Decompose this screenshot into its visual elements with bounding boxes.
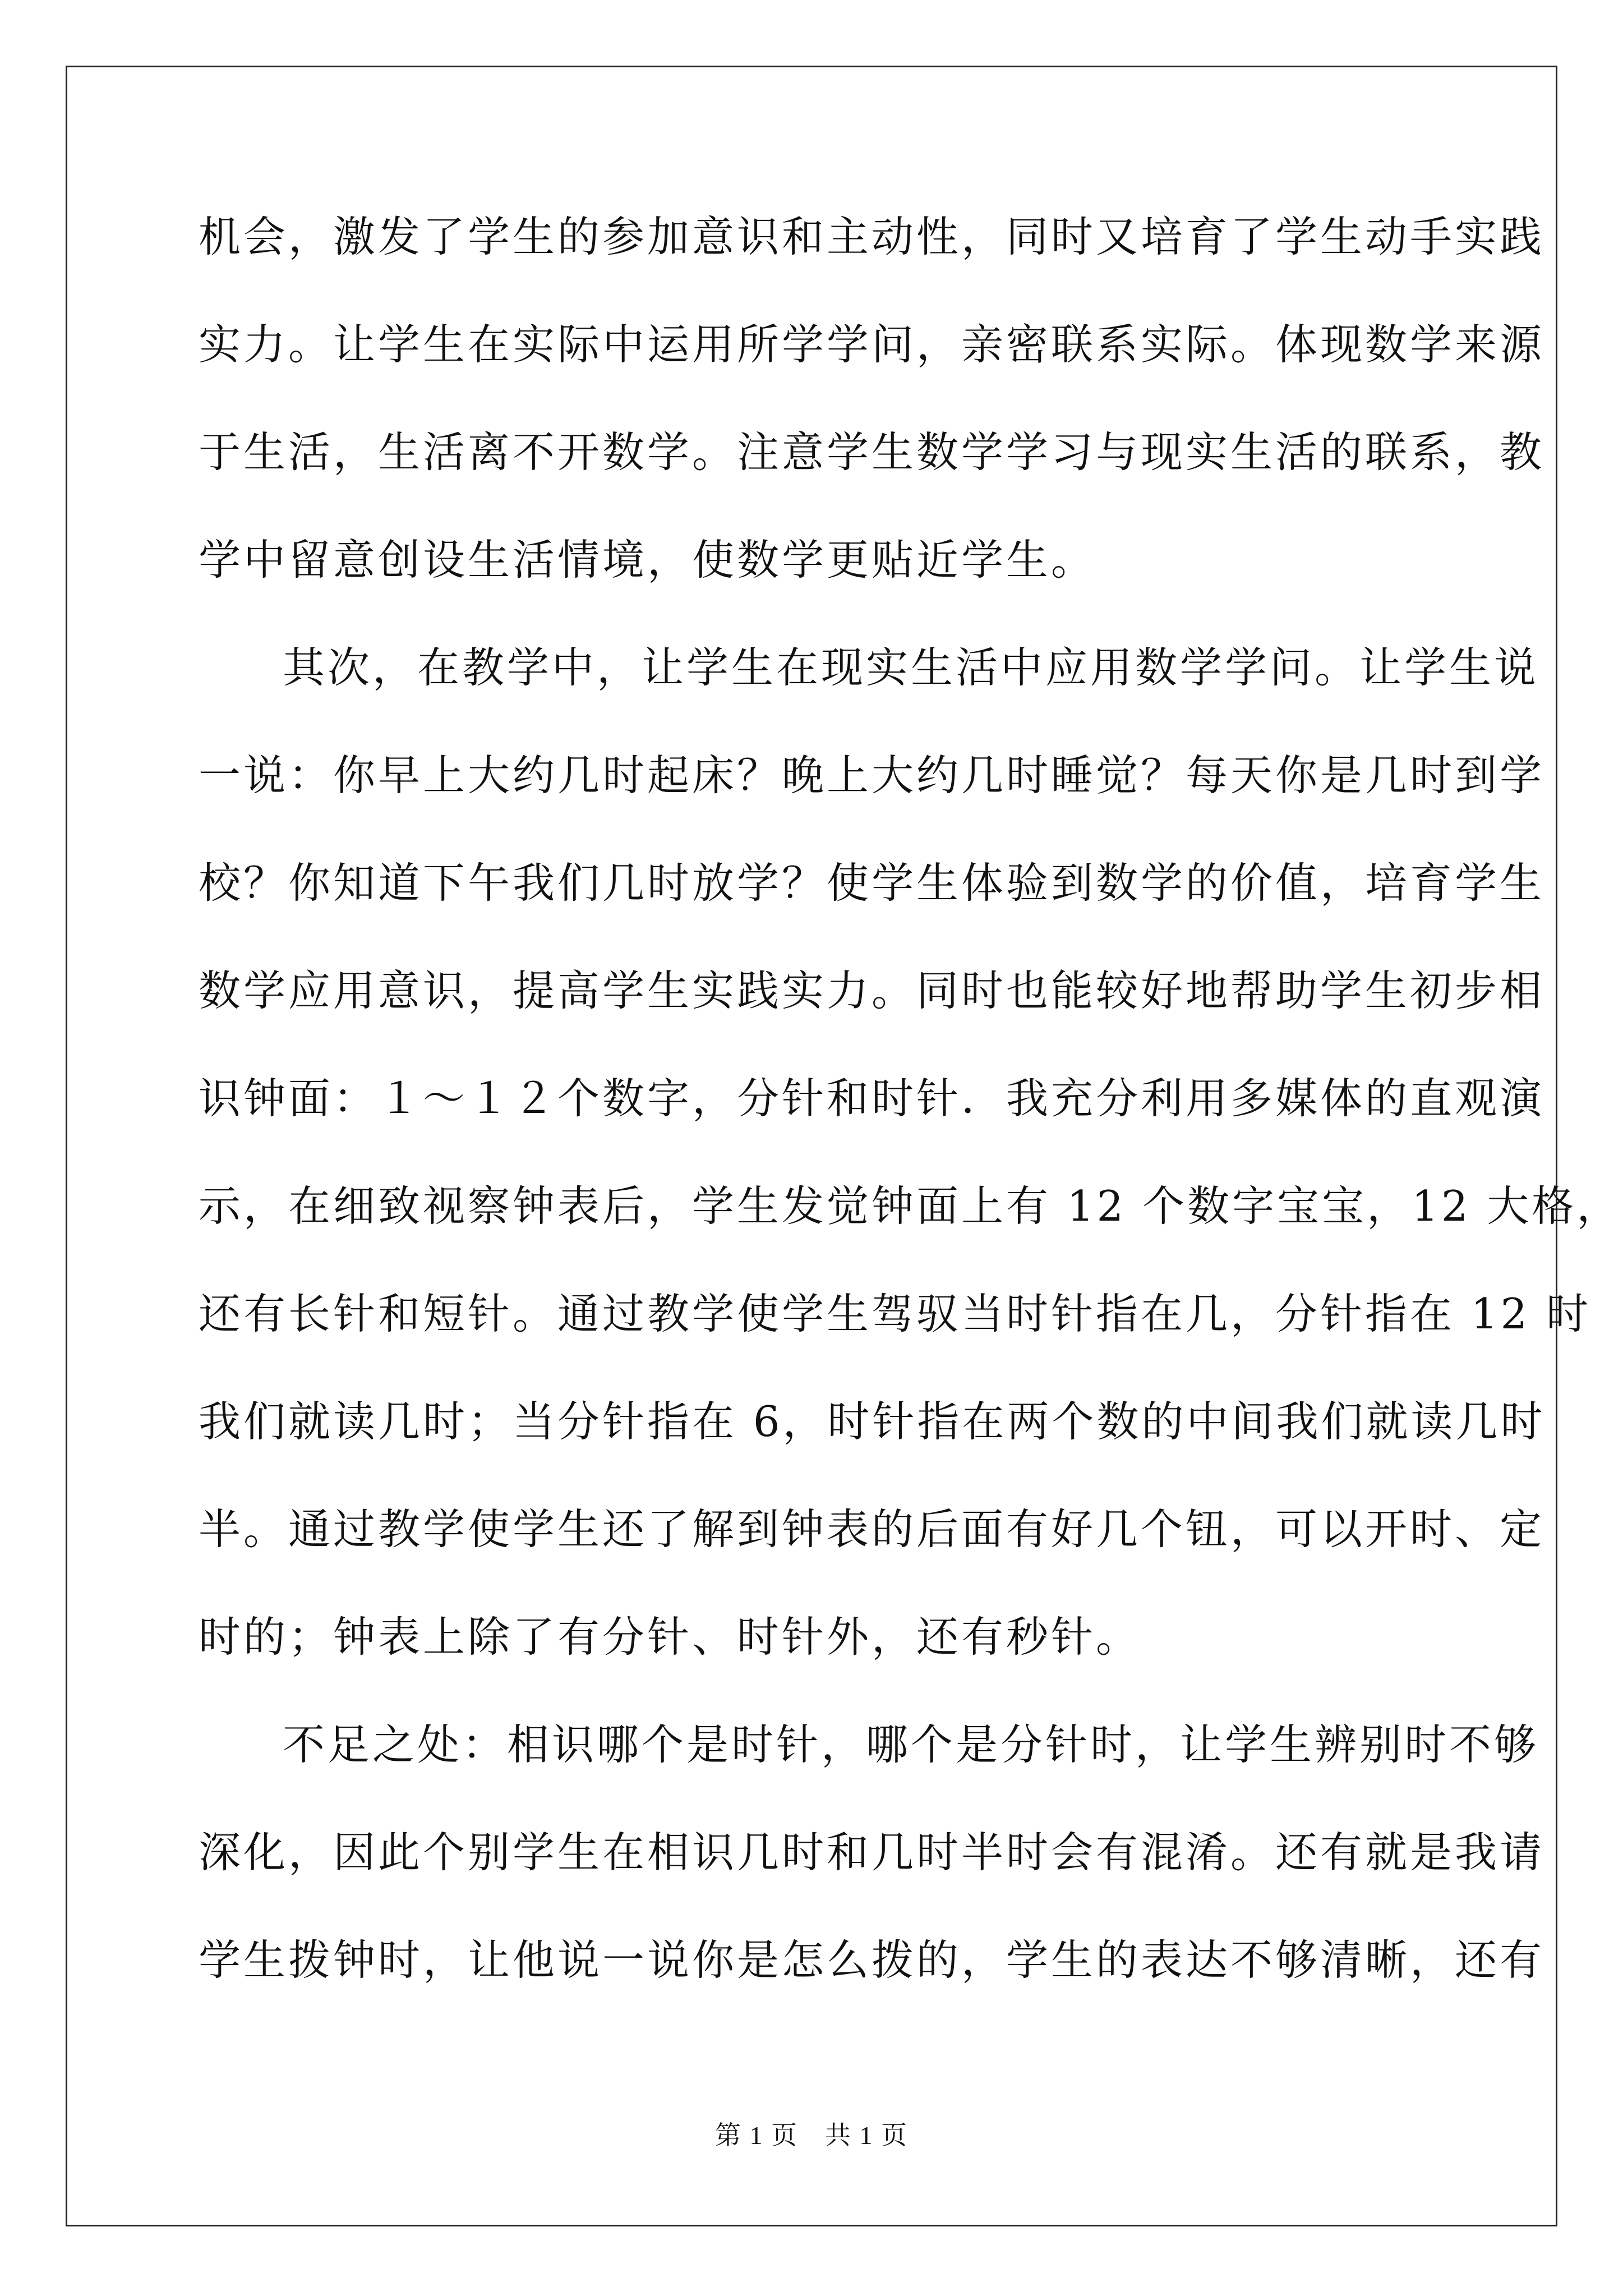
text-line: 数学应用意识，提高学生实践实力。同时也能较好地帮助学生初步相 [199, 966, 1545, 1015]
paragraph-start-line: 其次，在教学中，让学生在现实生活中应用数学学问。让学生说 [283, 643, 1539, 692]
text-line: 机会，激发了学生的参加意识和主动性，同时又培育了学生动手实践 [199, 212, 1545, 261]
page-footer: 第 1 页 共 1 页 [715, 2121, 908, 2150]
text-line: 半。通过教学使学生还了解到钟表的后面有好几个钮，可以开时、定 [199, 1504, 1545, 1554]
paragraph-start-line: 不足之处：相识哪个是时针，哪个是分针时，让学生辨别时不够 [283, 1720, 1539, 1769]
text-line: 我们就读几时；当分针指在 6，时针指在两个数的中间我们就读几时 [199, 1397, 1546, 1446]
text-line: 示，在细致视察钟表后，学生发觉钟面上有 12 个数字宝宝，12 大格， [199, 1181, 1622, 1231]
text-line: 校？你知道下午我们几时放学？使学生体验到数学的价值，培育学生 [199, 858, 1545, 908]
text-line: 学中留意创设生活情境，使数学更贴近学生。 [199, 535, 1096, 585]
text-line: 识钟面：１～１２个数字，分针和时针．我充分利用多媒体的直观演 [199, 1074, 1545, 1123]
text-line: 深化，因此个别学生在相识几时和几时半时会有混淆。还有就是我请 [199, 1828, 1545, 1877]
text-line: 时的；钟表上除了有分针、时针外，还有秒针。 [199, 1612, 1141, 1662]
document-body [199, 210, 1622, 1987]
text-line: 于生活，生活离不开数学。注意学生数学学习与现实生活的联系，教 [199, 427, 1545, 477]
text-line: 实力。让学生在实际中运用所学学问，亲密联系实际。体现数学来源 [199, 320, 1545, 369]
text-line: 学生拨钟时，让他说一说你是怎么拨的，学生的表达不够清晰，还有 [199, 1935, 1545, 1985]
text-line: 还有长针和短针。通过教学使学生驾驭当时针指在几，分针指在 12 时 [199, 1289, 1592, 1338]
text-line: 一说：你早上大约几时起床？晚上大约几时睡觉？每天你是几时到学 [199, 751, 1545, 800]
